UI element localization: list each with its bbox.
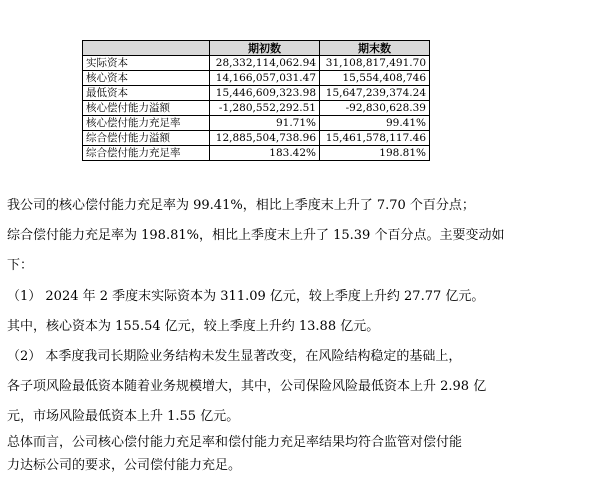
solvency-table xyxy=(82,40,430,161)
row-begin-value: 14,166,057,031.47 xyxy=(210,71,320,86)
row-end-value: 15,647,239,374.24 xyxy=(320,86,430,101)
row-begin-value: 12,885,504,738.96 xyxy=(210,131,320,146)
row-begin-value: 28,332,114,062.94 xyxy=(210,56,320,71)
row-end-value: -92,830,628.39 xyxy=(320,101,430,116)
table-header-blank xyxy=(83,41,210,56)
row-label: 核心资本 xyxy=(83,71,210,86)
row-label: 最低资本 xyxy=(83,86,210,101)
row-end-value: 99.41% xyxy=(320,116,430,131)
row-label: 核心偿付能力溢额 xyxy=(83,101,210,116)
paragraph-line: （2） 本季度我司长期险业务结构未发生显著改变，在风险结构稳定的基础上， xyxy=(7,349,462,364)
row-label: 核心偿付能力充足率 xyxy=(83,116,210,131)
paragraph-line: 综合偿付能力充足率为 198.81%，相比上季度末上升了 15.39 个百分点。主要变动如 xyxy=(7,228,505,243)
row-begin-value: 183.42% xyxy=(210,146,320,161)
paragraph-line: 其中，核心资本为 155.54 亿元，较上季度上升约 13.88 亿元。 xyxy=(7,319,380,334)
row-end-value: 31,108,817,491.70 xyxy=(320,56,430,71)
paragraph-line: （1） 2024 年 2 季度末实际资本为 311.09 亿元，较上季度上升约 27.77 亿元。 xyxy=(7,289,485,304)
row-label: 实际资本 xyxy=(83,56,210,71)
paragraph-line: 下： xyxy=(7,258,34,273)
table-row xyxy=(83,101,430,116)
table-header-begin: 期初数 xyxy=(210,41,320,56)
row-begin-value: 91.71% xyxy=(210,116,320,131)
row-end-value: 15,554,408,746 xyxy=(320,71,430,86)
row-label: 综合偿付能力充足率 xyxy=(83,146,210,161)
table-header-row xyxy=(83,41,430,56)
table-row xyxy=(83,146,430,161)
row-end-value: 198.81% xyxy=(320,146,430,161)
paragraph-line: 元，市场风险最低资本上升 1.55 亿元。 xyxy=(7,409,240,424)
table-row xyxy=(83,116,430,131)
table-row xyxy=(83,71,430,86)
paragraph-line: 总体而言，公司核心偿付能力充足率和偿付能力充足率结果均符合监管对偿付能 xyxy=(7,435,463,450)
row-end-value: 15,461,578,117.46 xyxy=(320,131,430,146)
table-row xyxy=(83,86,430,101)
row-label: 综合偿付能力溢额 xyxy=(83,131,210,146)
paragraph-line: 各子项风险最低资本随着业务规模增大，其中，公司保险风险最低资本上升 2.98 亿 xyxy=(7,379,487,394)
row-begin-value: -1,280,552,292.51 xyxy=(210,101,320,116)
paragraph-line: 力达标公司的要求，公司偿付能力充足。 xyxy=(7,458,242,473)
row-begin-value: 15,446,609,323.98 xyxy=(210,86,320,101)
table-row xyxy=(83,131,430,146)
table-row xyxy=(83,56,430,71)
table-header-end: 期末数 xyxy=(320,41,430,56)
paragraph-line: 我公司的核心偿付能力充足率为 99.41%，相比上季度末上升了 7.70 个百分点； xyxy=(7,198,475,213)
